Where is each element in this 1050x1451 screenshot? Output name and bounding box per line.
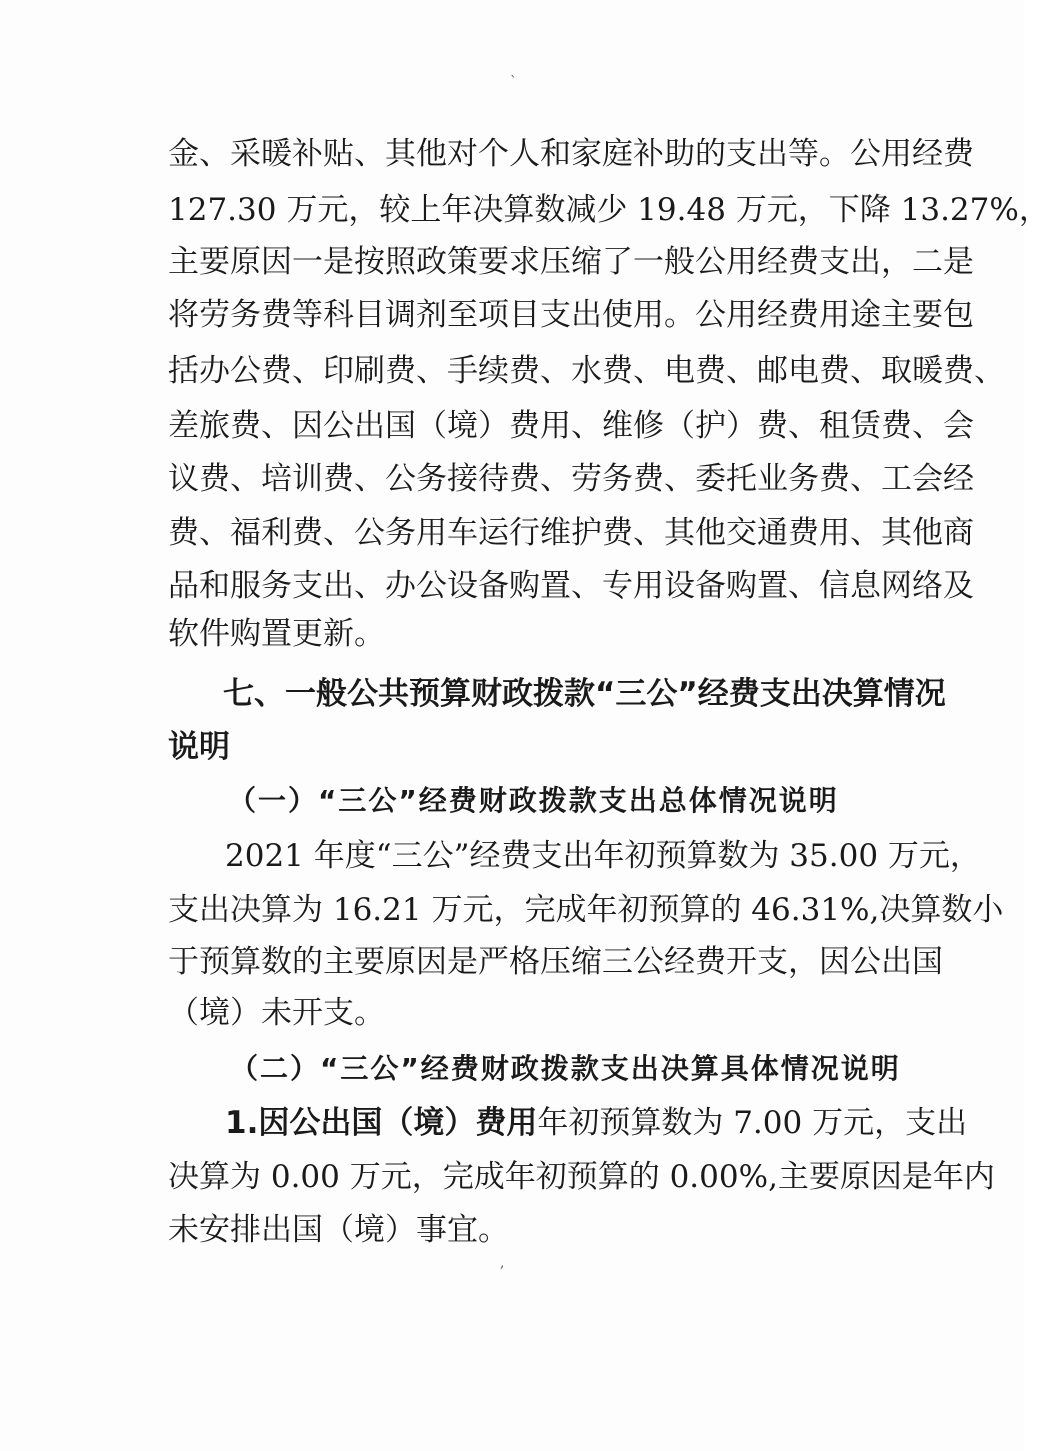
- body-line: 差旅费、因公出国（境）费用、维修（护）费、租赁费、会: [168, 408, 974, 444]
- body-line: 将劳务费等科目调剂至项目支出使用。公用经费用途主要包: [168, 297, 974, 333]
- body-line: 金、采暖补贴、其他对个人和家庭补助的支出等。公用经费: [168, 136, 974, 172]
- body-line: 支出决算为 16.21 万元，完成年初预算的 46.31%,决算数小: [168, 892, 1004, 928]
- item-text: 年初预算数为 7.00 万元，支出: [537, 1105, 968, 1141]
- body-line: 决算为 0.00 万元，完成年初预算的 0.00%,主要原因是年内: [168, 1159, 995, 1195]
- scan-speck: `: [510, 74, 517, 90]
- body-line: 2021 年度“三公”经费支出年初预算数为 35.00 万元，: [225, 838, 981, 874]
- body-line: 于预算数的主要原因是严格压缩三公经费开支，因公出国: [168, 944, 943, 980]
- body-line: 费、福利费、公务用车运行维护费、其他交通费用、其他商: [168, 515, 974, 551]
- body-line: 括办公费、印刷费、手续费、水费、电费、邮电费、取暖费、: [168, 353, 1005, 389]
- subsection-heading: （二）“三公”经费财政拨款支出决算具体情况说明: [230, 1052, 901, 1085]
- body-line: 主要原因一是按照政策要求压缩了一般公用经费支出，二是: [168, 244, 974, 280]
- body-line: 品和服务支出、办公设备购置、专用设备购置、信息网络及: [168, 568, 974, 604]
- item-label: 1.因公出国（境）费用: [225, 1105, 538, 1141]
- body-line: 127.30 万元，较上年决算数减少 19.48 万元，下降 13.27%，: [168, 192, 1050, 228]
- section-heading: 七、一般公共预算财政拨款“三公”经费支出决算情况: [223, 676, 946, 712]
- body-line: 议费、培训费、公务接待费、劳务费、委托业务费、工会经: [168, 461, 974, 497]
- body-line: [225, 1103, 968, 1143]
- subsection-heading: （一）“三公”经费财政拨款支出总体情况说明: [228, 784, 839, 817]
- scan-speck: ,: [500, 1255, 505, 1271]
- section-heading-cont: 说明: [168, 729, 230, 765]
- body-line: 未安排出国（境）事宜。: [168, 1212, 509, 1248]
- body-line: （境）未开支。: [168, 995, 385, 1031]
- body-line: 软件购置更新。: [168, 616, 385, 652]
